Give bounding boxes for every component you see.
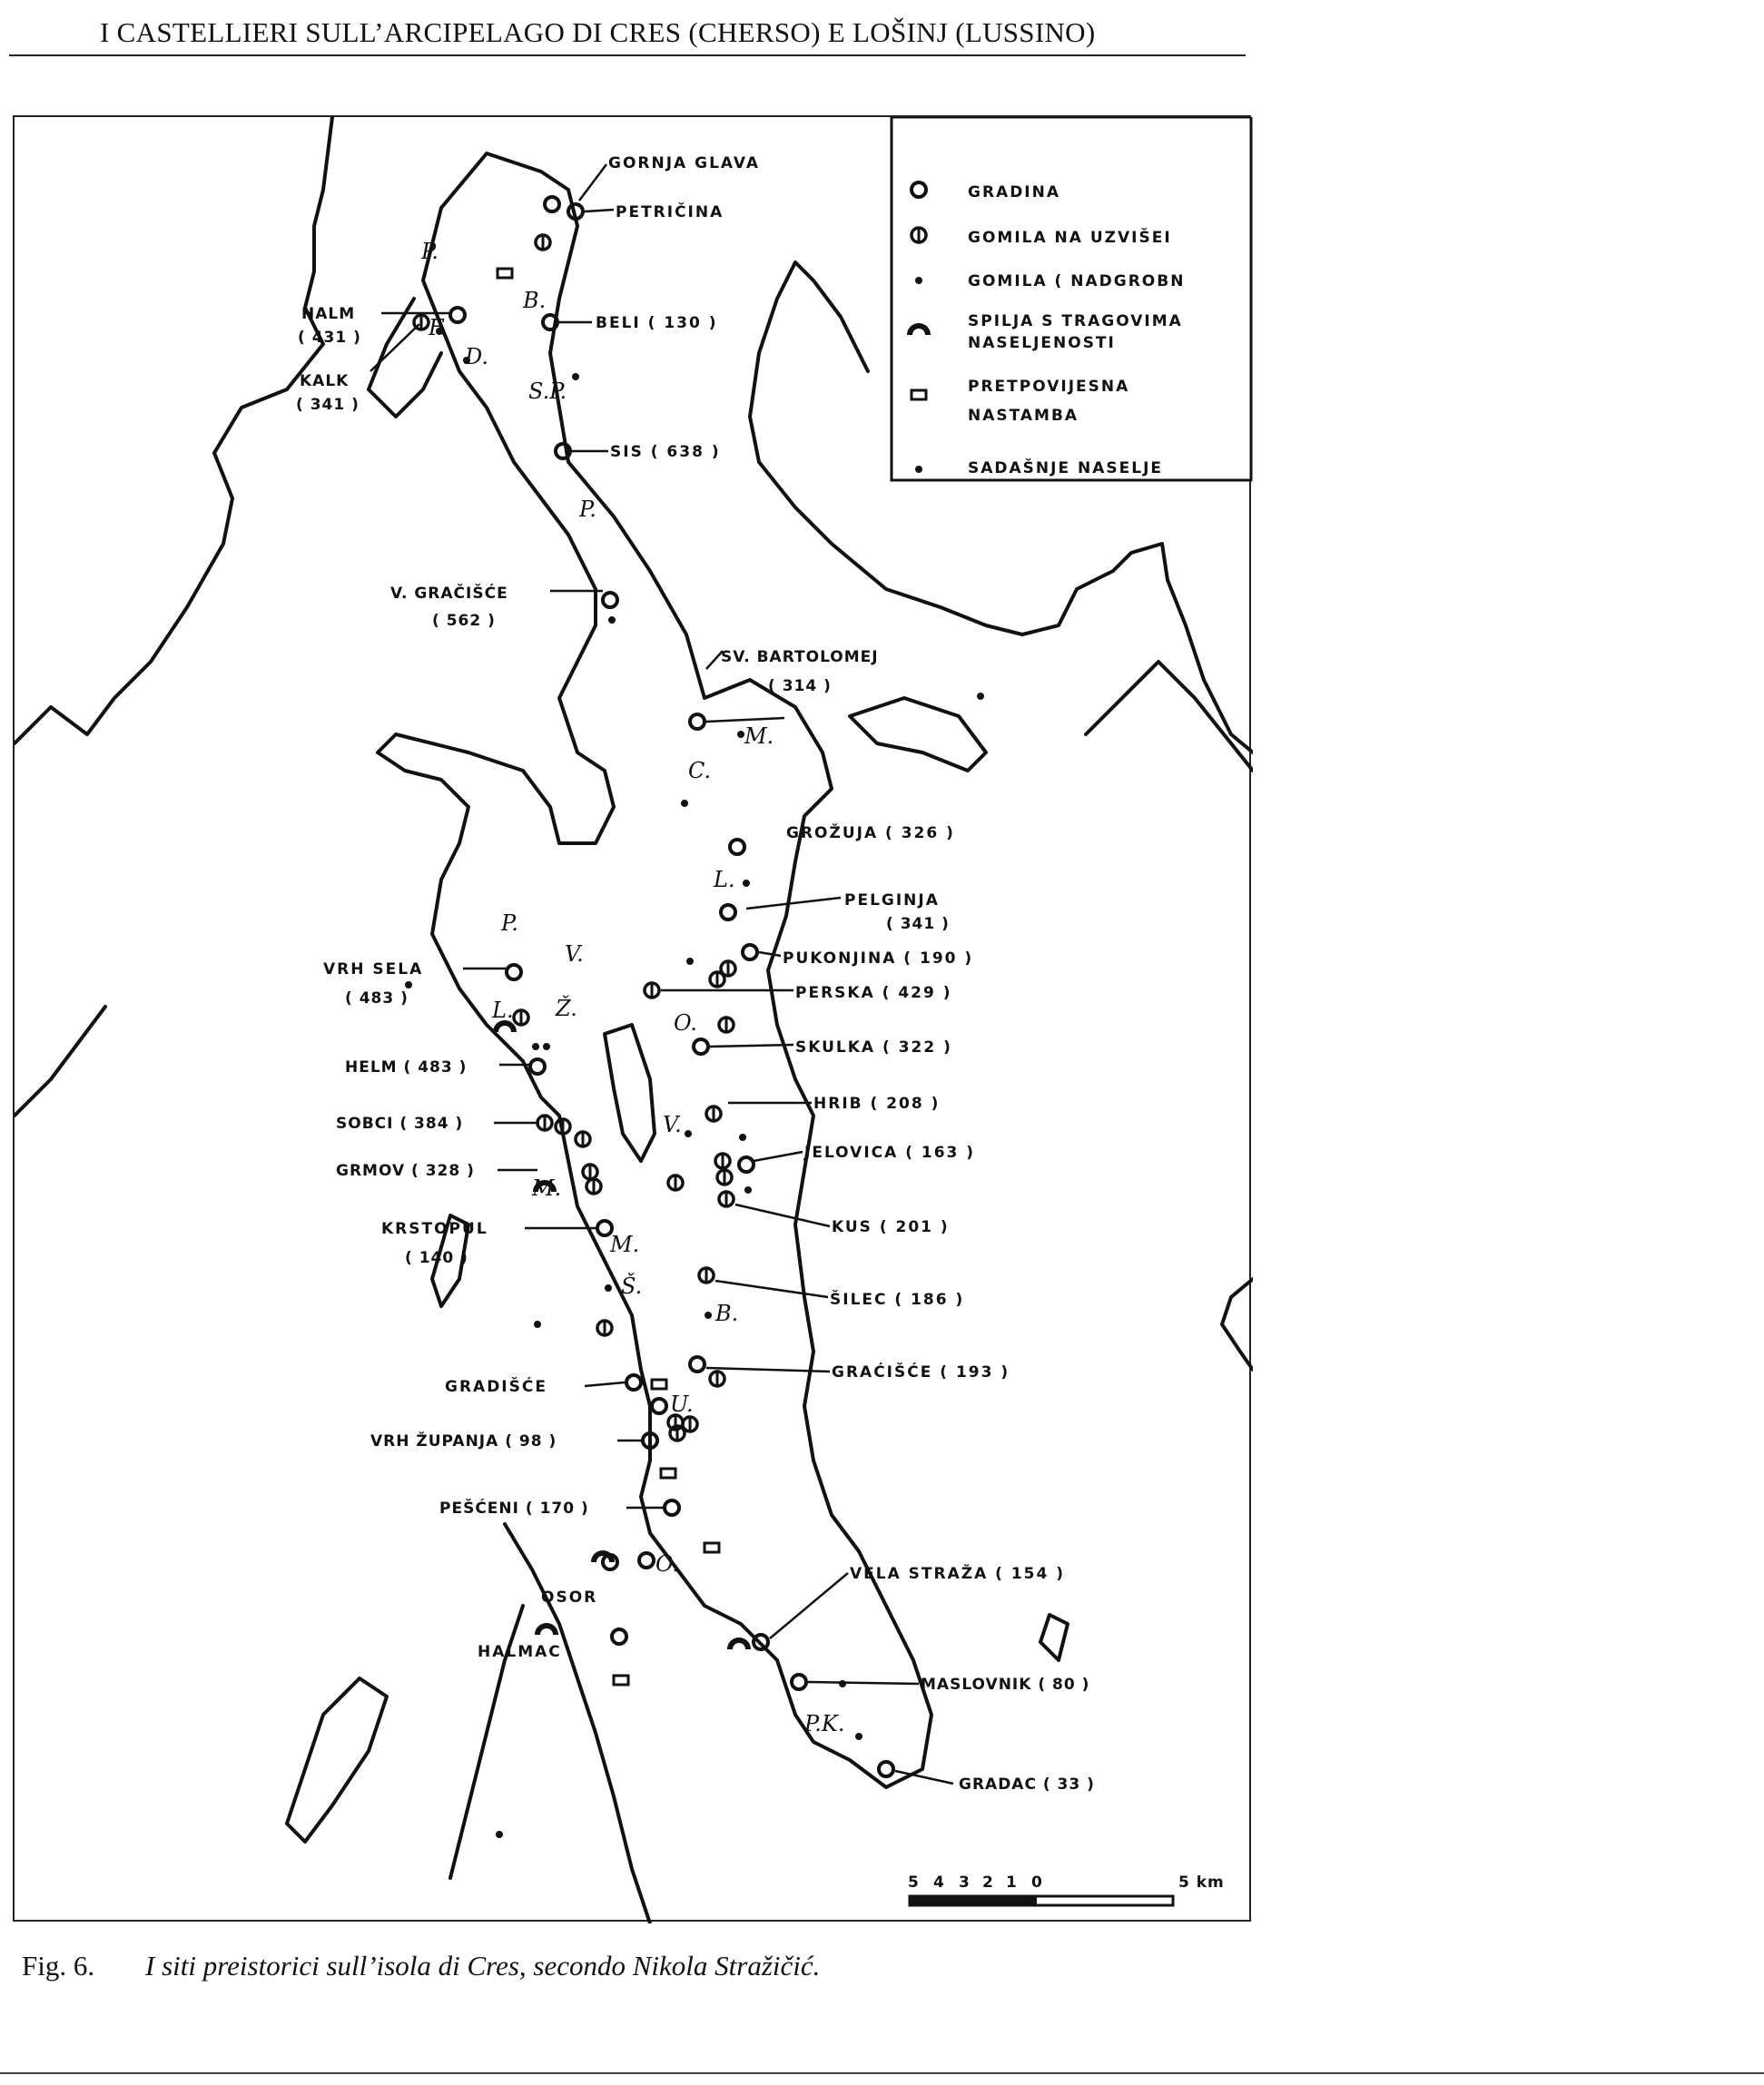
site-label-kalk-altitude: ( 341 ) bbox=[296, 396, 360, 414]
town-label-p: P. bbox=[421, 239, 439, 264]
legend-label-naselje: SADAŠNJE NASELJE bbox=[968, 459, 1164, 477]
cres-island-outline bbox=[378, 153, 931, 1787]
legend-label-spilja: SPILJA S TRAGOVIMA bbox=[968, 312, 1183, 330]
town-label-b2: B. bbox=[715, 1301, 739, 1326]
town-label-sp: S.P. bbox=[528, 379, 567, 404]
site-label-kus: KUS ( 201 ) bbox=[832, 1218, 950, 1236]
town-label-pk: P.K. bbox=[804, 1711, 845, 1736]
site-label-skulka: SKULKA ( 322 ) bbox=[795, 1038, 952, 1057]
east-islet bbox=[1040, 1615, 1068, 1660]
figure-number: Fig. 6. bbox=[22, 1950, 95, 1982]
site-label-silec: ŠILEC ( 186 ) bbox=[830, 1291, 965, 1309]
town-label-l2: L. bbox=[492, 998, 514, 1023]
page-header bbox=[9, 13, 1246, 56]
vrana-lake bbox=[605, 1025, 655, 1161]
leader-lines bbox=[370, 164, 953, 1784]
town-label-f: F. bbox=[429, 315, 448, 340]
site-label-sv-bartolomej-altitude: ( 314 ) bbox=[768, 677, 832, 695]
legend-label-nastamba-2: NASTAMBA bbox=[968, 407, 1079, 425]
site-label-pelginja: PELGINJA bbox=[844, 891, 940, 910]
site-label-helm: HELM ( 483 ) bbox=[345, 1058, 468, 1077]
site-label-vrh-sela: VRH SELA bbox=[323, 960, 424, 979]
mainland-west-coastline bbox=[15, 1007, 105, 1116]
scale-tick-4: 4 bbox=[933, 1874, 945, 1892]
scale-tick-3: 3 bbox=[959, 1874, 971, 1892]
map-canvas bbox=[15, 117, 1253, 1923]
town-label-c: C. bbox=[688, 758, 712, 783]
legend-label-spilja-2: NASELJENOSTI bbox=[968, 334, 1116, 352]
istria-coastline bbox=[15, 117, 332, 743]
town-label-p2: P. bbox=[579, 497, 596, 522]
page-title: I CASTELLIERI SULL’ARCIPELAGO DI CRES (CHERSO) E LOŠINJ (LUSSINO) bbox=[100, 16, 1096, 48]
page-bottom-rule bbox=[0, 2072, 1764, 2074]
site-label-sv-bartolomej: SV. BARTOLOMEJ bbox=[721, 648, 879, 666]
site-label-vrh-sela-altitude: ( 483 ) bbox=[345, 989, 409, 1008]
losinj-island-outline bbox=[450, 1524, 650, 1923]
inlet-coastline bbox=[750, 262, 868, 462]
site-label-gradac: GRADAC ( 33 ) bbox=[959, 1775, 1095, 1794]
town-label-v: V. bbox=[565, 941, 584, 967]
scale-tick-2: 2 bbox=[982, 1874, 994, 1892]
site-label-kalk: KALK bbox=[300, 372, 350, 390]
figure-caption-text: I siti preistorici sull’isola di Cres, secondo Nikola Stražičić. bbox=[145, 1950, 821, 1982]
site-label-grozuja: GROŽUJA ( 326 ) bbox=[786, 824, 955, 842]
site-label-perska: PERSKA ( 429 ) bbox=[795, 984, 952, 1002]
site-label-gracisce: GRAĆIŠĆE ( 193 ) bbox=[832, 1363, 1010, 1382]
town-label-v2: V. bbox=[663, 1112, 682, 1137]
site-label-pesceni: PEŠĆENI ( 170 ) bbox=[439, 1500, 589, 1518]
town-label-o2: O. bbox=[655, 1551, 679, 1577]
scale-end-label: 5 km bbox=[1178, 1874, 1225, 1892]
west-islet bbox=[287, 1678, 387, 1842]
site-label-v-gracisce-altitude: ( 562 ) bbox=[432, 612, 496, 630]
site-label-pukonjina: PUKONJINA ( 190 ) bbox=[783, 949, 974, 968]
krk-coastline bbox=[850, 698, 986, 771]
site-label-krstopul: KRSTOPUL bbox=[381, 1220, 488, 1238]
site-label-hrib: HRIB ( 208 ) bbox=[813, 1095, 941, 1113]
map-figure bbox=[13, 115, 1251, 1922]
legend-label-gomila-uzvisei: GOMILA NA UZVIŠEI bbox=[968, 229, 1172, 247]
town-label-z: Ž. bbox=[556, 996, 577, 1021]
site-label-grmov: GRMOV ( 328 ) bbox=[336, 1162, 475, 1180]
scale-bar bbox=[908, 1874, 1225, 1905]
site-label-petricina: PETRIČINA bbox=[616, 203, 724, 221]
town-label-m2: M. bbox=[532, 1175, 562, 1201]
legend-label-nastamba: PRETPOVIJESNA bbox=[968, 378, 1130, 396]
town-label-o: O. bbox=[674, 1010, 697, 1036]
site-label-vrh-zupanja: VRH ŽUPANJA ( 98 ) bbox=[370, 1432, 557, 1451]
legend bbox=[892, 117, 1251, 480]
town-label-m3: M. bbox=[610, 1232, 640, 1257]
town-label-d: D. bbox=[465, 344, 489, 369]
town-label-u: U. bbox=[670, 1392, 694, 1417]
town-label-l: L. bbox=[714, 867, 735, 892]
site-label-jelovica: JELOVICA ( 163 ) bbox=[804, 1144, 976, 1162]
site-label-sobci: SOBCI ( 384 ) bbox=[336, 1115, 464, 1133]
site-label-beli: BELI ( 130 ) bbox=[596, 314, 718, 332]
site-label-osor: OSOR bbox=[541, 1588, 598, 1607]
scale-tick-0: 0 bbox=[1031, 1874, 1043, 1892]
town-label-s: Š. bbox=[621, 1274, 643, 1299]
town-label-m: M. bbox=[744, 723, 774, 749]
scale-tick-5: 5 bbox=[908, 1874, 920, 1892]
site-label-vela-straza: VELA STRAŽA ( 154 ) bbox=[850, 1565, 1066, 1583]
site-label-v-gracisce: V. GRAČIŠĆE bbox=[390, 585, 508, 603]
mainland-east-edge bbox=[1222, 1279, 1253, 1370]
town-label-p3: P. bbox=[501, 910, 518, 936]
mainland-coastline bbox=[759, 462, 1253, 752]
scale-tick-1: 1 bbox=[1006, 1874, 1018, 1892]
legend-label-gradina: GRADINA bbox=[968, 183, 1061, 202]
site-label-krstopul-altitude: ( 140 ) bbox=[405, 1249, 468, 1267]
site-label-gornja-glava: GORNJA GLAVA bbox=[608, 154, 761, 172]
figure-caption bbox=[22, 1950, 820, 1982]
site-label-halm: HALM bbox=[301, 305, 356, 323]
site-label-maslovnik: MASLOVNIK ( 80 ) bbox=[921, 1676, 1090, 1694]
bay-coastline bbox=[1086, 662, 1253, 771]
site-label-halm-altitude: ( 431 ) bbox=[298, 329, 361, 347]
site-label-sis: SIS ( 638 ) bbox=[610, 443, 721, 461]
town-label-b: B. bbox=[523, 288, 547, 313]
site-label-gradisce: GRADIŠĆE bbox=[445, 1378, 547, 1396]
site-label-pelginja-altitude: ( 341 ) bbox=[886, 915, 950, 933]
legend-label-gomila-nadgrob: GOMILA ( NADGROBN bbox=[968, 272, 1186, 290]
site-label-halmac: HALMAC bbox=[478, 1643, 562, 1661]
